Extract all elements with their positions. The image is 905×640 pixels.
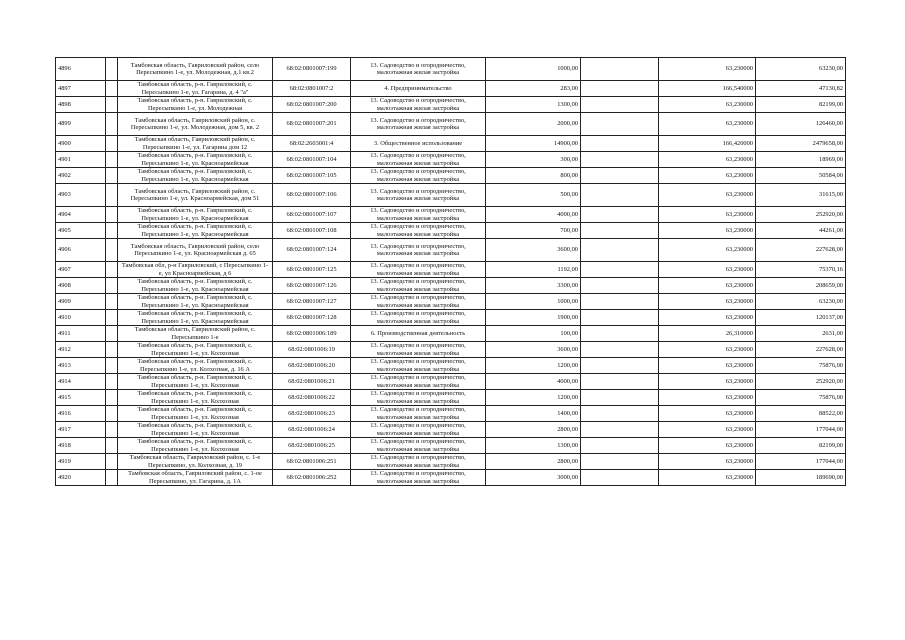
land-use-cell: 6. Производственная деятельность	[351, 326, 486, 342]
blank-cell	[106, 294, 118, 310]
row-number: 4912	[56, 342, 106, 358]
row-number: 4896	[56, 58, 106, 81]
table-row	[56, 438, 846, 454]
area-cell: 100,00	[486, 326, 581, 342]
blank-cell	[581, 422, 659, 438]
cadastral-value-table	[55, 57, 846, 486]
area-cell: 4000,00	[486, 207, 581, 223]
table-row	[56, 422, 846, 438]
specific-value-cell: 63,230000	[659, 262, 756, 278]
row-number: 4906	[56, 239, 106, 262]
area-cell: 1192,00	[486, 262, 581, 278]
specific-value-cell: 63,230000	[659, 97, 756, 113]
specific-value-cell: 63,230000	[659, 342, 756, 358]
blank-cell	[106, 358, 118, 374]
cadastral-value-cell: 75876,00	[756, 390, 846, 406]
address-cell: Тамбовская область, Гавриловский район, с. Пересыпкино 1-е, ул. Красноармейская, дом 51	[118, 184, 273, 207]
blank-cell	[581, 390, 659, 406]
blank-cell	[106, 470, 118, 486]
blank-cell	[106, 97, 118, 113]
specific-value-cell: 63,230000	[659, 152, 756, 168]
specific-value-cell: 63,230000	[659, 168, 756, 184]
blank-cell	[106, 223, 118, 239]
cadastral-number-cell: 68:02:0801006:24	[273, 422, 351, 438]
blank-cell	[581, 239, 659, 262]
blank-cell	[106, 438, 118, 454]
area-cell: 500,00	[486, 184, 581, 207]
land-use-cell: 13. Садоводство и огородничество, малоэтажная жилая застройка	[351, 294, 486, 310]
cadastral-number-cell: 68:02:0801007:127	[273, 294, 351, 310]
blank-cell	[581, 326, 659, 342]
land-use-cell: 13. Садоводство и огородничество, малоэтажная жилая застройка	[351, 390, 486, 406]
cadastral-value-cell: 120137,00	[756, 310, 846, 326]
row-number: 4914	[56, 374, 106, 390]
cadastral-value-cell: 75370,16	[756, 262, 846, 278]
blank-cell	[581, 97, 659, 113]
blank-cell	[106, 278, 118, 294]
cadastral-number-cell: 68:02:0801007:108	[273, 223, 351, 239]
address-cell: Тамбовская область, р-н. Гавриловский, с. Пересыпкино 1-е, ул. Красноармейская	[118, 168, 273, 184]
land-use-cell: 13. Садоводство и огородничество, малоэтажная жилая застройка	[351, 239, 486, 262]
area-cell: 3600,00	[486, 239, 581, 262]
cadastral-value-cell: 63230,00	[756, 58, 846, 81]
cadastral-number-cell: 68:02:0801006:252	[273, 470, 351, 486]
area-cell: 2800,00	[486, 422, 581, 438]
row-number: 4919	[56, 454, 106, 470]
area-cell: 2800,00	[486, 454, 581, 470]
blank-cell	[106, 310, 118, 326]
table-row	[56, 184, 846, 207]
table-row	[56, 470, 846, 486]
land-use-cell: 13. Садоводство и огородничество, малоэтажная жилая застройка	[351, 262, 486, 278]
cadastral-number-cell: 68:02:0801007:128	[273, 310, 351, 326]
table-row	[56, 262, 846, 278]
row-number: 4902	[56, 168, 106, 184]
area-cell: 1000,00	[486, 294, 581, 310]
land-use-cell: 13. Садоводство и огородничество, малоэтажная жилая застройка	[351, 358, 486, 374]
blank-cell	[581, 152, 659, 168]
specific-value-cell: 63,230000	[659, 390, 756, 406]
cadastral-value-cell: 63230,00	[756, 294, 846, 310]
blank-cell	[106, 262, 118, 278]
address-cell: Тамбовская область, Гавриловский район, село Пересыпкино 1-е, ул. Молодежная, д.1 кв.2	[118, 58, 273, 81]
cadastral-value-cell: 44261,00	[756, 223, 846, 239]
row-number: 4910	[56, 310, 106, 326]
specific-value-cell: 63,230000	[659, 406, 756, 422]
blank-cell	[581, 262, 659, 278]
address-cell: Тамбовская область, р-н. Гавриловский, с. Пересыпкино 1-е, ул. Колхозная	[118, 390, 273, 406]
specific-value-cell: 63,230000	[659, 184, 756, 207]
table-row	[56, 310, 846, 326]
address-cell: Тамбовская область, Гавриловский район, с. Пересыпкино 1-е, ул. Гагарина дом 12	[118, 136, 273, 152]
cadastral-value-cell: 82199,00	[756, 97, 846, 113]
specific-value-cell: 63,230000	[659, 310, 756, 326]
area-cell: 1300,00	[486, 438, 581, 454]
specific-value-cell: 63,230000	[659, 223, 756, 239]
blank-cell	[106, 390, 118, 406]
row-number: 4913	[56, 358, 106, 374]
blank-cell	[581, 454, 659, 470]
area-cell: 3600,00	[486, 342, 581, 358]
blank-cell	[581, 342, 659, 358]
specific-value-cell: 63,230000	[659, 58, 756, 81]
cadastral-number-cell: 68:02:0801006:22	[273, 390, 351, 406]
cadastral-number-cell: 68:02:0801006:25	[273, 438, 351, 454]
cadastral-number-cell: 68:02:0801006:189	[273, 326, 351, 342]
land-use-cell: 13. Садоводство и огородничество, малоэтажная жилая застройка	[351, 470, 486, 486]
table-body	[56, 58, 846, 486]
land-use-cell: 13. Садоводство и огородничество, малоэтажная жилая застройка	[351, 374, 486, 390]
area-cell: 1900,00	[486, 310, 581, 326]
cadastral-number-cell: 68:02:2603001:4	[273, 136, 351, 152]
address-cell: Тамбовская область, р-н. Гавриловский, с. Пересыпкино 1-е, ул. Молодежная	[118, 97, 273, 113]
area-cell: 283,00	[486, 81, 581, 97]
address-cell: Тамбовская область, Гавриловский район, с. 1-ое Пересыпкино, ул. Гагарина, д. 1А	[118, 470, 273, 486]
cadastral-value-cell: 227628,00	[756, 342, 846, 358]
cadastral-number-cell: 68:02:0801007:201	[273, 113, 351, 136]
row-number: 4915	[56, 390, 106, 406]
cadastral-number-cell: 68:02:0801007:106	[273, 184, 351, 207]
specific-value-cell: 63,230000	[659, 374, 756, 390]
cadastral-value-cell: 177044,00	[756, 422, 846, 438]
address-cell: Тамбовская область, р-н. Гавриловский, с. Пересыпкино 1-е, ул. Красноармейская	[118, 207, 273, 223]
row-number: 4898	[56, 97, 106, 113]
area-cell: 1300,00	[486, 97, 581, 113]
cadastral-value-cell: 126460,00	[756, 113, 846, 136]
table-row	[56, 223, 846, 239]
row-number: 4900	[56, 136, 106, 152]
area-cell: 1000,00	[486, 58, 581, 81]
row-number: 4918	[56, 438, 106, 454]
row-number: 4903	[56, 184, 106, 207]
cadastral-number-cell: 68:02:0801007:107	[273, 207, 351, 223]
cadastral-value-cell: 31615,00	[756, 184, 846, 207]
blank-cell	[106, 184, 118, 207]
specific-value-cell: 63,230000	[659, 422, 756, 438]
address-cell: Тамбовская обл, р-н Гавриловский, с Пересыпкино 1-е, ул Красноармейская, д 6	[118, 262, 273, 278]
cadastral-value-cell: 2631,00	[756, 326, 846, 342]
address-cell: Тамбовская область, р-н. Гавриловский, с. Пересыпкино 1-е, ул. Красноармейская	[118, 310, 273, 326]
blank-cell	[106, 239, 118, 262]
row-number: 4916	[56, 406, 106, 422]
cadastral-value-cell: 252920,00	[756, 207, 846, 223]
table-row	[56, 374, 846, 390]
land-use-cell: 3. Общественное использование	[351, 136, 486, 152]
cadastral-number-cell: 68:02:0801007:125	[273, 262, 351, 278]
land-use-cell: 13. Садоводство и огородничество, малоэтажная жилая застройка	[351, 184, 486, 207]
row-number: 4920	[56, 470, 106, 486]
specific-value-cell: 63,230000	[659, 454, 756, 470]
land-use-cell: 13. Садоводство и огородничество, малоэтажная жилая застройка	[351, 152, 486, 168]
blank-cell	[106, 406, 118, 422]
address-cell: Тамбовская область, р-н. Гавриловский, с. Пересыпкино 1-е, ул. Колхозная, д. 16 А	[118, 358, 273, 374]
address-cell: Тамбовская область, р-н. Гавриловский, с. Пересыпкино 1-е, ул. Красноармейская	[118, 223, 273, 239]
row-number: 4901	[56, 152, 106, 168]
blank-cell	[581, 406, 659, 422]
cadastral-value-cell: 75876,00	[756, 358, 846, 374]
cadastral-value-cell: 252920,00	[756, 374, 846, 390]
blank-cell	[106, 374, 118, 390]
address-cell: Тамбовская область, Гавриловский район, с. Пересыпкино 1-е, ул. Молодежная, дом 5, кв. 2	[118, 113, 273, 136]
address-cell: Тамбовская область, Гавриловский район, село Пересыпкино 1-е, ул. Красноармейская д. 65	[118, 239, 273, 262]
table-row	[56, 278, 846, 294]
specific-value-cell: 166,540000	[659, 81, 756, 97]
blank-cell	[106, 58, 118, 81]
row-number: 4911	[56, 326, 106, 342]
blank-cell	[581, 58, 659, 81]
land-use-cell: 13. Садоводство и огородничество, малоэтажная жилая застройка	[351, 207, 486, 223]
table-row	[56, 454, 846, 470]
blank-cell	[106, 207, 118, 223]
row-number: 4904	[56, 207, 106, 223]
specific-value-cell: 63,230000	[659, 294, 756, 310]
row-number: 4899	[56, 113, 106, 136]
cadastral-number-cell: 68:02:0801007:126	[273, 278, 351, 294]
table-row	[56, 113, 846, 136]
cadastral-value-cell: 50584,00	[756, 168, 846, 184]
area-cell: 1200,00	[486, 390, 581, 406]
blank-cell	[581, 358, 659, 374]
blank-cell	[106, 113, 118, 136]
blank-cell	[581, 294, 659, 310]
blank-cell	[581, 184, 659, 207]
blank-cell	[581, 470, 659, 486]
specific-value-cell: 63,230000	[659, 438, 756, 454]
address-cell: Тамбовская область, р-н. Гавриловский, с. Пересыпкино 1-е, ул. Красноармейская	[118, 278, 273, 294]
row-number: 4917	[56, 422, 106, 438]
area-cell: 3000,00	[486, 470, 581, 486]
land-use-cell: 13. Садоводство и огородничество, малоэтажная жилая застройка	[351, 223, 486, 239]
table-row	[56, 136, 846, 152]
land-use-cell: 4. Предпринимательство	[351, 81, 486, 97]
address-cell: Тамбовская область, р-н. Гавриловский, с. Пересыпкино 1-е, ул. Колхозная	[118, 342, 273, 358]
cadastral-value-cell: 88522,00	[756, 406, 846, 422]
row-number: 4909	[56, 294, 106, 310]
blank-cell	[581, 136, 659, 152]
area-cell: 700,00	[486, 223, 581, 239]
area-cell: 1200,00	[486, 358, 581, 374]
blank-cell	[106, 422, 118, 438]
blank-cell	[106, 342, 118, 358]
land-use-cell: 13. Садоводство и огородничество, малоэтажная жилая застройка	[351, 58, 486, 81]
table-row	[56, 152, 846, 168]
row-number: 4905	[56, 223, 106, 239]
area-cell: 4000,00	[486, 374, 581, 390]
land-use-cell: 13. Садоводство и огородничество, малоэтажная жилая застройка	[351, 422, 486, 438]
specific-value-cell: 63,230000	[659, 207, 756, 223]
row-number: 4908	[56, 278, 106, 294]
table-row	[56, 97, 846, 113]
blank-cell	[106, 168, 118, 184]
blank-cell	[106, 152, 118, 168]
cadastral-number-cell: 68:02:0801007:105	[273, 168, 351, 184]
cadastral-number-cell: 68:02:0801006:21	[273, 374, 351, 390]
land-use-cell: 13. Садоводство и огородничество, малоэтажная жилая застройка	[351, 97, 486, 113]
area-cell: 14900,00	[486, 136, 581, 152]
row-number: 4897	[56, 81, 106, 97]
table-row	[56, 326, 846, 342]
address-cell: Тамбовская область, р-н. Гавриловский, с. Пересыпкино 1-е, ул. Красноармейская	[118, 294, 273, 310]
cadastral-value-cell: 208659,00	[756, 278, 846, 294]
cadastral-value-cell: 18969,00	[756, 152, 846, 168]
land-use-cell: 13. Садоводство и огородничество, малоэтажная жилая застройка	[351, 168, 486, 184]
blank-cell	[581, 168, 659, 184]
area-cell: 2000,00	[486, 113, 581, 136]
address-cell: Тамбовская область, р-н. Гавриловский, с. Пересыпкино 1-е, ул. Колхозная	[118, 438, 273, 454]
table-row	[56, 58, 846, 81]
land-use-cell: 13. Садоводство и огородничество, малоэтажная жилая застройка	[351, 438, 486, 454]
table-row	[56, 207, 846, 223]
specific-value-cell: 26,310000	[659, 326, 756, 342]
table-row	[56, 406, 846, 422]
table-row	[56, 81, 846, 97]
land-use-cell: 13. Садоводство и огородничество, малоэтажная жилая застройка	[351, 406, 486, 422]
area-cell: 800,00	[486, 168, 581, 184]
blank-cell	[581, 113, 659, 136]
blank-cell	[581, 310, 659, 326]
cadastral-number-cell: 68:02:0801006:251	[273, 454, 351, 470]
table-row	[56, 294, 846, 310]
table-row	[56, 168, 846, 184]
blank-cell	[106, 81, 118, 97]
specific-value-cell: 63,230000	[659, 358, 756, 374]
land-use-cell: 13. Садоводство и огородничество, малоэтажная жилая застройка	[351, 342, 486, 358]
address-cell: Тамбовская область, р-н. Гавриловский, с. Пересыпкино 1-е, ул. Красноармейская	[118, 152, 273, 168]
cadastral-value-cell: 177044,00	[756, 454, 846, 470]
blank-cell	[581, 81, 659, 97]
cadastral-number-cell: 68:02:0801006:23	[273, 406, 351, 422]
specific-value-cell: 63,230000	[659, 470, 756, 486]
specific-value-cell: 63,230000	[659, 239, 756, 262]
table-row	[56, 358, 846, 374]
land-use-cell: 13. Садоводство и огородничество, малоэтажная жилая застройка	[351, 310, 486, 326]
blank-cell	[106, 136, 118, 152]
cadastral-number-cell: 68:02:0801007:104	[273, 152, 351, 168]
cadastral-value-cell: 82199,00	[756, 438, 846, 454]
blank-cell	[581, 223, 659, 239]
cadastral-value-cell: 47130,82	[756, 81, 846, 97]
address-cell: Тамбовская область, р-н. Гавриловский, с. Пересыпкино 1-е, ул. Колхозная	[118, 422, 273, 438]
row-number: 4907	[56, 262, 106, 278]
cadastral-number-cell: 68:02:0801006:19	[273, 342, 351, 358]
area-cell: 3300,00	[486, 278, 581, 294]
address-cell: Тамбовская область, р-н. Гавриловский, с. Пересыпкино 1-е, ул. Гагарина, д. 4 "а"	[118, 81, 273, 97]
cadastral-number-cell: 68:02:0801007:199	[273, 58, 351, 81]
table-row	[56, 342, 846, 358]
land-use-cell: 13. Садоводство и огородничество, малоэтажная жилая застройка	[351, 113, 486, 136]
blank-cell	[106, 454, 118, 470]
blank-cell	[106, 326, 118, 342]
address-cell: Тамбовская область, Гавриловский район, с. 1-е Пересыпкино, ул. Колхозная, д. 19	[118, 454, 273, 470]
specific-value-cell: 63,230000	[659, 278, 756, 294]
cadastral-number-cell: 68:02:0801007:2	[273, 81, 351, 97]
specific-value-cell: 166,420000	[659, 136, 756, 152]
blank-cell	[581, 207, 659, 223]
land-use-cell: 13. Садоводство и огородничество, малоэтажная жилая застройка	[351, 278, 486, 294]
blank-cell	[581, 438, 659, 454]
cadastral-value-cell: 227628,00	[756, 239, 846, 262]
blank-cell	[581, 278, 659, 294]
table-row	[56, 390, 846, 406]
address-cell: Тамбовская область, Гавриловский район, с. Пересыпкино 1-е	[118, 326, 273, 342]
blank-cell	[581, 374, 659, 390]
area-cell: 1400,00	[486, 406, 581, 422]
land-use-cell: 13. Садоводство и огородничество, малоэтажная жилая застройка	[351, 454, 486, 470]
cadastral-number-cell: 68:02:0801007:124	[273, 239, 351, 262]
table-row	[56, 239, 846, 262]
specific-value-cell: 63,230000	[659, 113, 756, 136]
cadastral-number-cell: 68:02:0801006:20	[273, 358, 351, 374]
cadastral-value-cell: 2479658,00	[756, 136, 846, 152]
cadastral-number-cell: 68:02:0801007:200	[273, 97, 351, 113]
cadastral-value-cell: 189690,00	[756, 470, 846, 486]
address-cell: Тамбовская область, р-н. Гавриловский, с. Пересыпкино 1-е, ул. Колхозная	[118, 374, 273, 390]
address-cell: Тамбовская область, р-н. Гавриловский, с. Пересыпкино 1-е, ул. Колхозная	[118, 406, 273, 422]
area-cell: 300,00	[486, 152, 581, 168]
